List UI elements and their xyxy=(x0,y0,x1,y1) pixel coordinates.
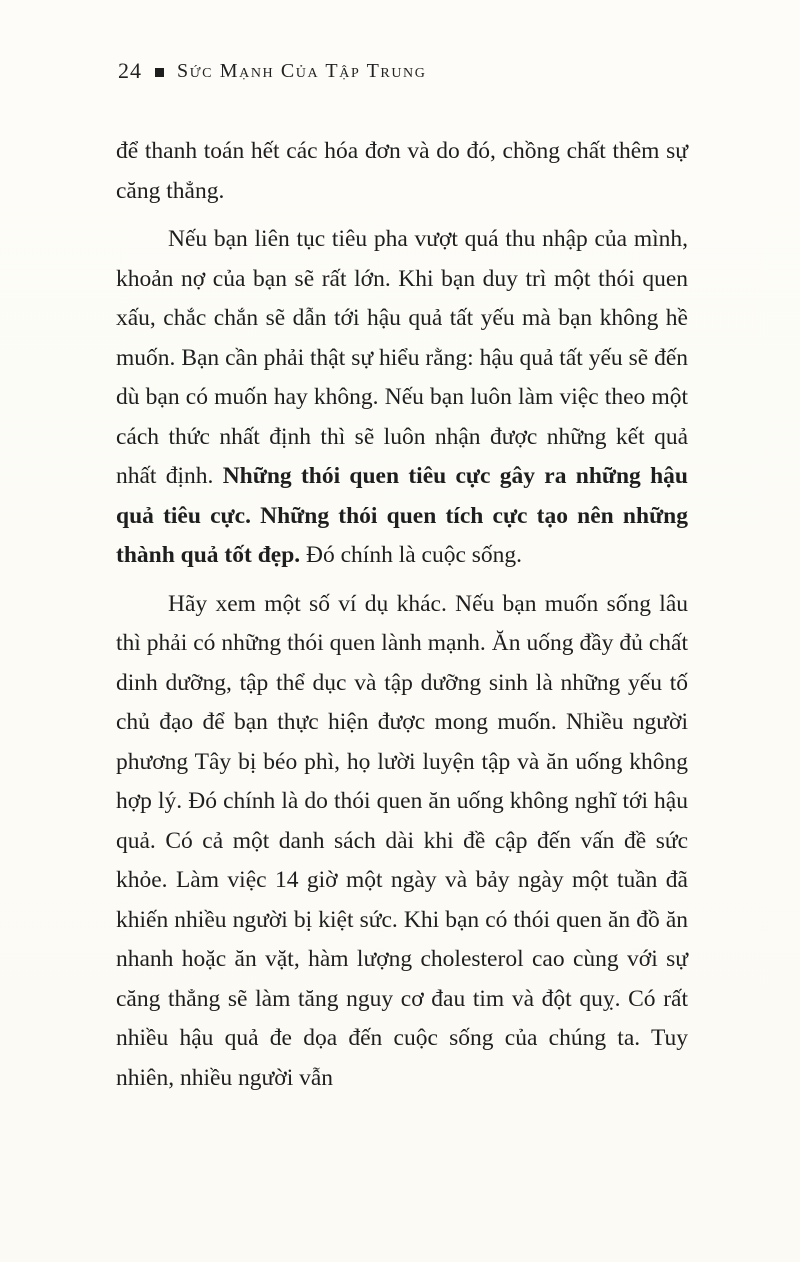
book-title: Sức Mạnh Của Tập Trung xyxy=(177,59,427,82)
paragraph-2-text-a: Nếu bạn liên tục tiêu pha vượt quá thu nhập của mình, khoản nợ của bạn sẽ rất lớn. Khi bạn duy trì một thói quen xấu, chắc chắn sẽ dẫn tới hậu quả tất yếu mà bạn không hề muốn. Bạn cần phải thật sự hiểu rằng: hậu quả tất yếu sẽ đến dù bạn có muốn hay không. Nếu bạn luôn làm việc theo một cách thức nhất định thì sẽ luôn nhận được những kết quả nhất định. xyxy=(116,226,688,489)
paragraph-continuation: để thanh toán hết các hóa đơn và do đó, chồng chất thêm sự căng thẳng. xyxy=(116,138,688,204)
paragraph-2-text-b: Đó chính là cuộc sống. xyxy=(300,542,523,568)
square-bullet-icon xyxy=(155,68,164,77)
paragraph-3: Hãy xem một số ví dụ khác. Nếu bạn muốn sống lâu thì phải có những thói quen lành mạnh. Ăn uống đầy đủ chất dinh dưỡng, tập thể dục và tập dưỡng sinh là những yếu tố chủ đạo để bạn thực hiện được mong muốn. Nhiều người phương Tây bị béo phì, họ lười luyện tập và ăn uống không hợp lý. Đó chính là do thói quen ăn uống không nghĩ tới hậu quả. Có cả một danh sách dài khi đề cập đến vấn đề sức khỏe. Làm việc 14 giờ một ngày và bảy ngày một tuần đã khiến nhiều người bị kiệt sức. Khi bạn có thói quen ăn đồ ăn nhanh hoặc ăn vặt, hàm lượng cholesterol cao cùng với sự căng thẳng sẽ làm tăng nguy cơ đau tim và đột quỵ. Có rất nhiều hậu quả đe dọa đến cuộc sống của chúng ta. Tuy nhiên, nhiều người vẫn xyxy=(116,590,688,1091)
page-number: 24 xyxy=(118,58,142,83)
running-header xyxy=(118,58,688,84)
paragraph-2 xyxy=(116,220,688,576)
page-body xyxy=(116,132,688,1098)
paragraph-2-bold-text: Những thói quen tiêu cực gây ra những hậu quả tiêu cực. Những thói quen tích cực tạo nên những thành quả tốt đẹp. xyxy=(116,463,688,568)
